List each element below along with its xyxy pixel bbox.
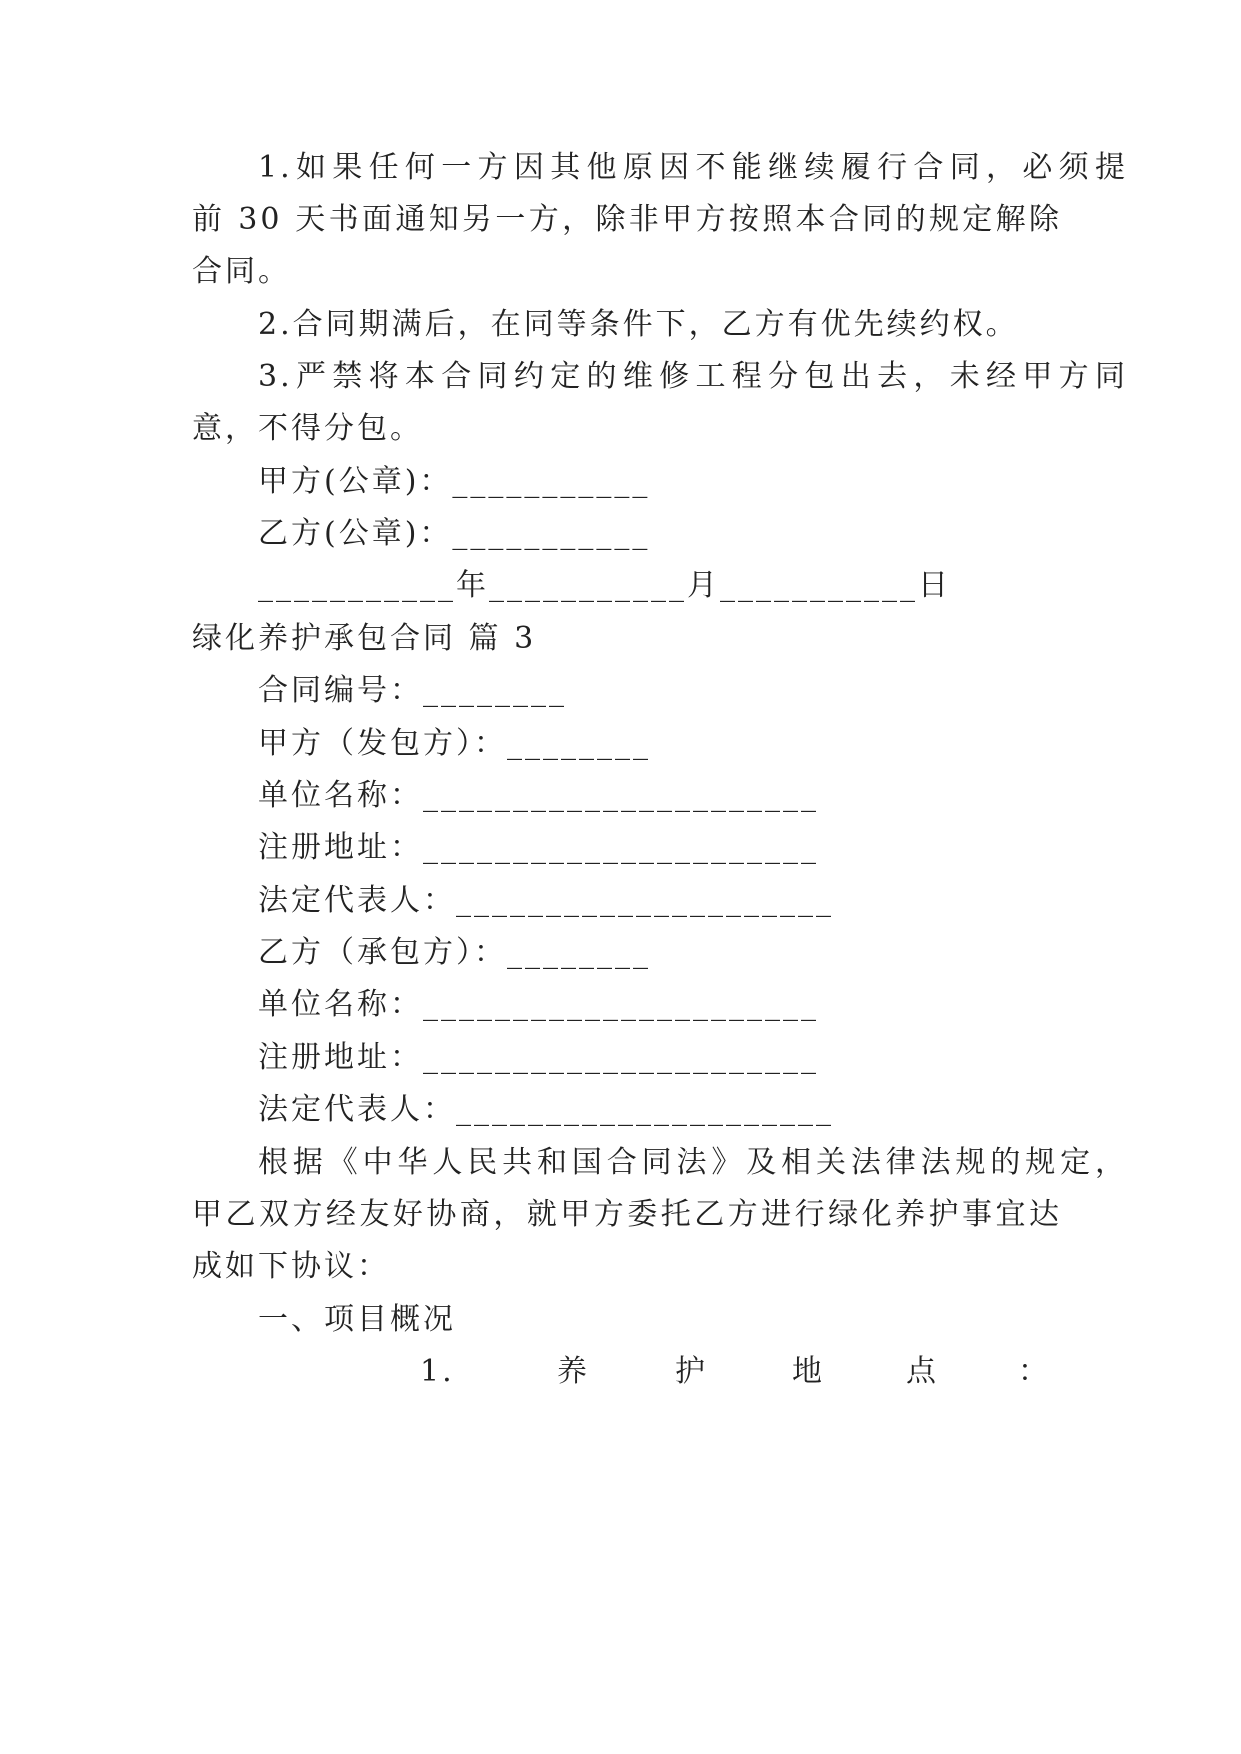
- paragraph-line: 意，不得分包。: [192, 411, 423, 446]
- paragraph-line: 甲乙双方经友好协商，就甲方委托乙方进行绿化养护事宜达: [192, 1197, 1062, 1232]
- subsection-heading: 一、项目概况: [258, 1302, 456, 1337]
- party-a-legal-rep-line: 法定代表人：_____________________: [258, 883, 834, 918]
- party-a-unit-name-line: 单位名称：______________________: [258, 778, 819, 813]
- location-colon: ：: [1018, 1354, 1051, 1389]
- party-b-legal-rep-line: 法定代表人：_____________________: [258, 1092, 834, 1127]
- party-b-line: 乙方（承包方）：________: [258, 935, 651, 970]
- paragraph-line: 根据《中华人民共和国合同法》及相关法律法规的规定，: [258, 1145, 1128, 1180]
- date-line: ___________年___________月___________日: [258, 568, 951, 603]
- paragraph-line: 3.严禁将本合同约定的维修工程分包出去，未经甲方同: [258, 359, 1128, 394]
- paragraph-line: 前 30 天书面通知另一方，除非甲方按照本合同的规定解除: [192, 202, 1062, 237]
- location-char: 养: [557, 1354, 590, 1389]
- party-a-line: 甲方（发包方）：________: [258, 726, 651, 761]
- location-char: 地: [792, 1354, 825, 1389]
- paragraph-line: 2.合同期满后，在同等条件下，乙方有优先续约权。: [258, 307, 1019, 342]
- party-b-unit-name-line: 单位名称：______________________: [258, 987, 819, 1022]
- party-b-address-line: 注册地址：______________________: [258, 1040, 819, 1075]
- maintenance-location-line: [0, 1352, 1241, 1392]
- location-char: 护: [675, 1354, 708, 1389]
- party-a-address-line: 注册地址：______________________: [258, 830, 819, 865]
- paragraph-line: 1.如果任何一方因其他原因不能继续履行合同，必须提: [258, 150, 1128, 185]
- item-number: 1.: [420, 1354, 455, 1389]
- party-a-seal-line: 甲方(公章)：___________: [258, 464, 651, 499]
- contract-number-line: 合同编号：________: [258, 673, 567, 708]
- location-char: 点: [906, 1354, 939, 1389]
- section-title: 绿化养护承包合同 篇 3: [192, 621, 537, 656]
- party-b-seal-line: 乙方(公章)：___________: [258, 516, 651, 551]
- paragraph-line: 合同。: [192, 254, 291, 289]
- paragraph-line: 成如下协议：: [192, 1249, 390, 1284]
